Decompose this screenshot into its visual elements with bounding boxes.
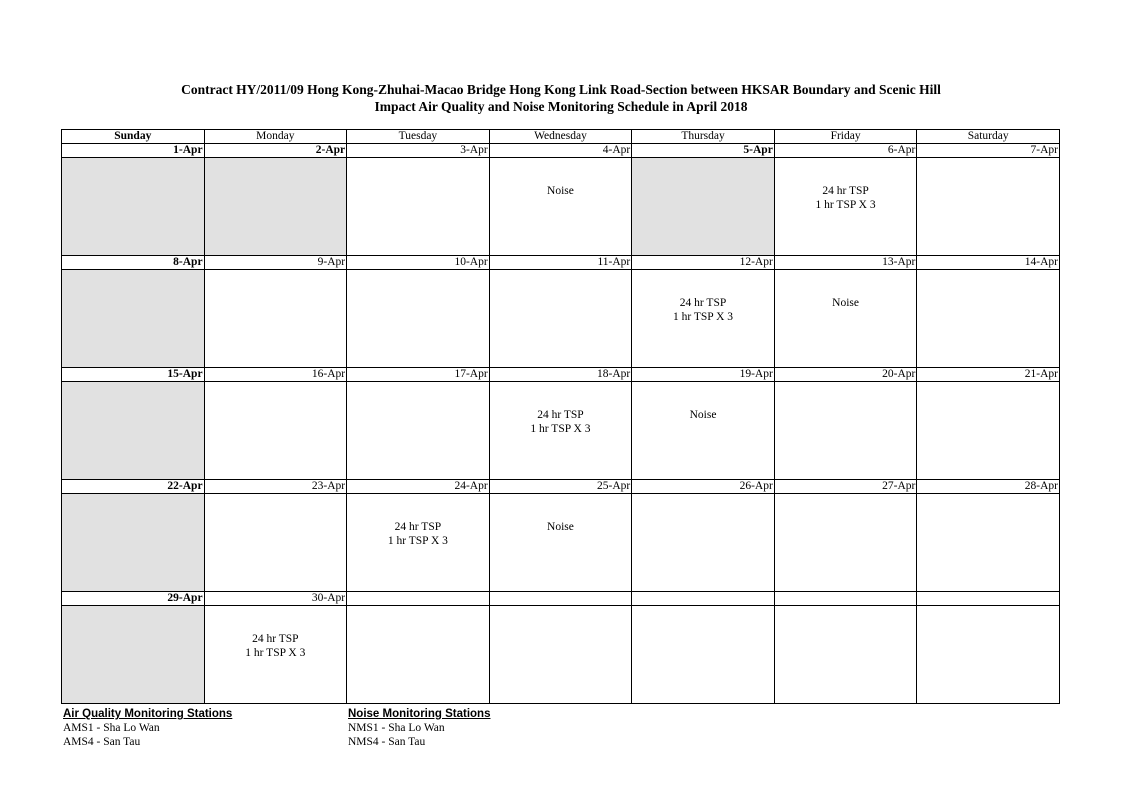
day-date-label: 18-Apr [489,368,632,382]
week-date-row [62,592,1060,606]
week-event-row [62,158,1060,256]
monitoring-event-line: 1 hr TSP X 3 [672,311,734,323]
day-cell [632,382,775,480]
day-date-label: 7-Apr [917,144,1060,158]
day-cell [204,270,347,368]
day-cell [489,158,632,256]
day-date-label: 2-Apr [204,144,347,158]
monitoring-event [490,408,632,436]
day-date-label: 15-Apr [62,368,205,382]
day-date-label: 9-Apr [204,256,347,270]
week-event-row [62,494,1060,592]
monitoring-event [632,296,774,324]
day-date-label: 5-Apr [632,144,775,158]
noise-station-item: NMS4 - San Tau [348,736,426,748]
weekday-header-thursday: Thursday [632,130,775,144]
monitoring-event-line: Noise [832,297,860,309]
day-cell [489,494,632,592]
day-cell [632,606,775,704]
day-date-label [632,592,775,606]
day-cell [489,270,632,368]
week-date-row [62,144,1060,158]
monitoring-event-line: 24 hr TSP [822,185,869,197]
schedule-title-line2: Impact Air Quality and Noise Monitoring Schedule in April 2018 [374,99,748,114]
day-cell [917,382,1060,480]
day-cell [62,270,205,368]
day-cell [347,158,490,256]
weekday-header-monday: Monday [204,130,347,144]
day-date-label: 24-Apr [347,480,490,494]
day-cell [917,270,1060,368]
day-date-label: 21-Apr [917,368,1060,382]
week-date-row [62,256,1060,270]
monitoring-event-line: 1 hr TSP X 3 [245,647,306,659]
day-date-label: 23-Apr [204,480,347,494]
weekday-header-tuesday: Tuesday [347,130,490,144]
day-cell [347,382,490,480]
day-date-label: 1-Apr [62,144,205,158]
day-cell [204,158,347,256]
day-date-label: 12-Apr [632,256,775,270]
day-cell [62,606,205,704]
day-date-label: 6-Apr [774,144,917,158]
monitoring-event-line: 1 hr TSP X 3 [387,535,448,547]
air-station-item: AMS4 - San Tau [63,736,141,748]
day-cell [204,382,347,480]
day-date-label: 17-Apr [347,368,490,382]
day-date-label: 25-Apr [489,480,632,494]
day-date-label: 4-Apr [489,144,632,158]
day-date-label: 19-Apr [632,368,775,382]
noise-legend-heading: Noise Monitoring Stations [348,708,491,720]
day-date-label: 30-Apr [204,592,347,606]
day-date-label: 27-Apr [774,480,917,494]
monitoring-event-line: 1 hr TSP X 3 [530,423,591,435]
day-cell [632,158,775,256]
day-date-label [774,592,917,606]
monitoring-event [490,520,632,534]
day-date-label: 13-Apr [774,256,917,270]
monitoring-event [632,408,774,422]
day-date-label: 3-Apr [347,144,490,158]
air-station-item: AMS1 - Sha Lo Wan [63,722,160,734]
weekday-header-sunday: Sunday [62,130,205,144]
day-date-label: 22-Apr [62,480,205,494]
week-event-row [62,382,1060,480]
day-date-label: 11-Apr [489,256,632,270]
monitoring-event-line: 1 hr TSP X 3 [815,199,876,211]
day-cell [774,158,917,256]
day-date-label: 29-Apr [62,592,205,606]
day-date-label: 8-Apr [62,256,205,270]
monitoring-event-line: Noise [689,409,717,421]
monitoring-event-line: 24 hr TSP [679,297,727,309]
day-cell [62,382,205,480]
week-event-row [62,270,1060,368]
day-cell [917,494,1060,592]
day-cell [62,158,205,256]
day-date-label: 26-Apr [632,480,775,494]
day-cell [917,606,1060,704]
monitoring-event-line: 24 hr TSP [537,409,584,421]
day-cell [347,270,490,368]
day-cell [917,158,1060,256]
weekday-header-row [62,130,1060,144]
day-date-label: 16-Apr [204,368,347,382]
schedule-title-line1: Contract HY/2011/09 Hong Kong-Zhuhai-Macao Bridge Hong Kong Link Road-Section between HKSAR Boundary and Scenic Hill [181,82,941,97]
week-event-row [62,606,1060,704]
week-date-row [62,368,1060,382]
calendar-table [61,129,1060,704]
day-cell [204,606,347,704]
day-cell [774,494,917,592]
air-quality-legend-heading: Air Quality Monitoring Stations [63,708,233,720]
day-cell [774,382,917,480]
day-cell [632,494,775,592]
noise-legend [348,707,490,749]
day-date-label [347,592,490,606]
day-cell [489,382,632,480]
day-cell [62,494,205,592]
weekday-header-saturday: Saturday [917,130,1060,144]
monitoring-event-line: Noise [547,185,574,197]
day-cell [632,270,775,368]
day-cell [347,494,490,592]
day-date-label [917,592,1060,606]
day-date-label: 20-Apr [774,368,917,382]
monitoring-event-line: 24 hr TSP [394,521,442,533]
day-cell [774,270,917,368]
monitoring-event [205,632,347,660]
day-date-label: 10-Apr [347,256,490,270]
day-date-label: 28-Apr [917,480,1060,494]
monitoring-event [775,296,917,310]
monitoring-event-line: Noise [547,521,574,533]
noise-station-item: NMS1 - Sha Lo Wan [348,722,445,734]
monitoring-event [490,184,632,198]
day-cell [204,494,347,592]
day-cell [489,606,632,704]
day-cell [347,606,490,704]
calendar-body [62,144,1060,704]
day-cell [774,606,917,704]
monitoring-event [347,520,489,548]
air-quality-legend [63,707,232,749]
day-date-label: 14-Apr [917,256,1060,270]
monitoring-event-line: 24 hr TSP [252,633,299,645]
week-date-row [62,480,1060,494]
weekday-header-wednesday: Wednesday [489,130,632,144]
day-date-label [489,592,632,606]
weekday-header-friday: Friday [774,130,917,144]
monitoring-event [775,184,917,212]
